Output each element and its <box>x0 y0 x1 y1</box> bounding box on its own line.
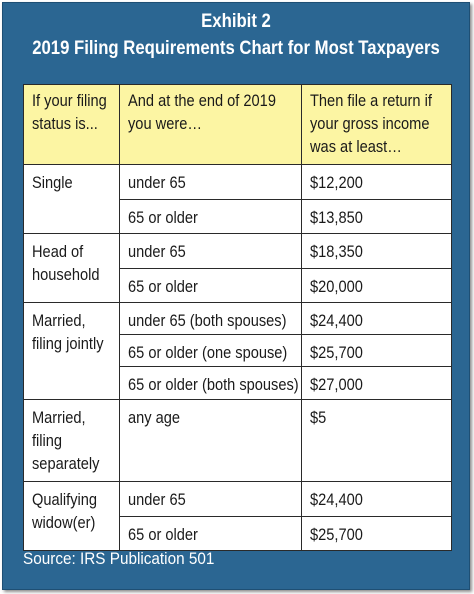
source-note: Source: IRS Publication 501 <box>23 549 215 568</box>
status-cell: Single <box>24 165 120 234</box>
age-cell: 65 or older (one spouse) <box>120 335 302 367</box>
age-cell: under 65 <box>120 234 302 269</box>
status-cell: Married, filing jointly <box>24 303 120 400</box>
age-cell: 65 or older <box>120 517 302 551</box>
age-cell: under 65 (both spouses) <box>120 303 302 335</box>
income-cell: $24,400 <box>302 482 452 517</box>
income-cell: $5 <box>302 400 452 482</box>
table-row <box>24 482 452 517</box>
header-filing-status: If your filing status is... <box>24 85 120 165</box>
income-cell: $18,350 <box>302 234 452 269</box>
income-cell: $25,700 <box>302 335 452 367</box>
header-row <box>24 85 452 165</box>
exhibit-panel <box>2 2 470 590</box>
status-cell: Married, filing separately <box>24 400 120 482</box>
status-cell: Qualifying widow(er) <box>24 482 120 551</box>
age-cell: under 65 <box>120 165 302 200</box>
income-cell: $24,400 <box>302 303 452 335</box>
chart-title: 2019 Filing Requirements Chart for Most Taxpayers <box>32 38 440 59</box>
header-age: And at the end of 2019 you were… <box>120 85 302 165</box>
age-cell: 65 or older <box>120 269 302 303</box>
table-row <box>24 165 452 200</box>
header-gross-income: Then file a return if your gross income was at least… <box>302 85 452 165</box>
income-cell: $13,850 <box>302 200 452 234</box>
table-row <box>24 234 452 269</box>
status-cell: Head of household <box>24 234 120 303</box>
income-cell: $25,700 <box>302 517 452 551</box>
exhibit-label: Exhibit 2 <box>201 11 271 32</box>
table-row <box>24 400 452 482</box>
income-cell: $20,000 <box>302 269 452 303</box>
income-cell: $27,000 <box>302 367 452 400</box>
age-cell: under 65 <box>120 482 302 517</box>
filing-requirements-table <box>23 84 452 551</box>
table-row <box>24 303 452 335</box>
income-cell: $12,200 <box>302 165 452 200</box>
age-cell: any age <box>120 400 302 482</box>
age-cell: 65 or older (both spouses) <box>120 367 302 400</box>
age-cell: 65 or older <box>120 200 302 234</box>
